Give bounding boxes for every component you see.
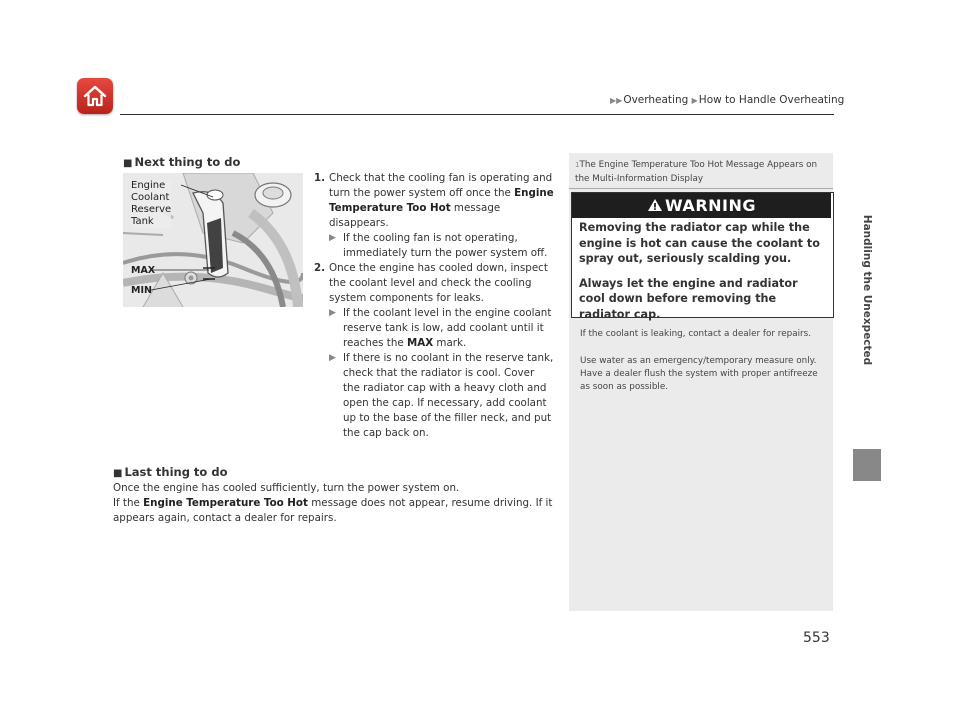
paragraph	[113, 496, 556, 526]
page-number: 553	[803, 630, 830, 646]
sidebar-note-water: Use water as an emergency/temporary measure only. Have a dealer flush the system with proper antifreeze as soon as possible.	[580, 356, 818, 392]
step-text: Once the engine has cooled down, inspect the coolant level and check the cooling system components for leaks.	[329, 262, 548, 304]
square-bullet-icon: ■	[123, 158, 133, 169]
step-1	[314, 171, 554, 261]
home-icon	[82, 83, 108, 109]
step-2-note-2	[329, 351, 554, 441]
section-2-body	[113, 481, 556, 526]
note-text: If the cooling fan is not operating, immediately turn the power system off.	[343, 232, 548, 259]
chapter-tab[interactable]	[853, 135, 881, 445]
warning-title: WARNING	[665, 196, 756, 215]
arrow-bullet-icon: ▶	[329, 233, 336, 243]
step-text: Check that the cooling fan is operating and turn the power system off once the	[329, 172, 553, 199]
warning-triangle-icon	[647, 198, 663, 212]
warning-paragraph: Always let the engine and radiator cool down before removing the radiator cap.	[579, 276, 798, 321]
paragraph-text: If the	[113, 497, 144, 509]
figure-label-tank	[131, 180, 171, 228]
reference-mark-icon: 1	[575, 161, 580, 169]
home-button[interactable]	[77, 78, 113, 114]
sidebar-heading-text: The Engine Temperature Too Hot Message Appears on the Multi-Information Display	[575, 160, 818, 184]
step-number: 1.	[314, 172, 326, 184]
header-rule	[120, 114, 834, 115]
breadcrumb-item[interactable]: Overheating	[623, 94, 689, 106]
figure-label-line: Tank	[131, 216, 154, 227]
sidebar-rule	[569, 188, 833, 189]
chevron-right-icon: ▶▶	[610, 96, 623, 105]
step-2	[314, 261, 554, 441]
warning-paragraph: Removing the radiator cap while the engine is hot can cause the coolant to spray out, seriously scalding you.	[579, 221, 820, 265]
paragraph-text-bold: Engine Temperature Too Hot	[143, 497, 308, 509]
step-number: 2.	[314, 262, 326, 274]
chapter-tab-marker	[853, 449, 881, 481]
section-heading-next	[123, 155, 240, 169]
figure-label-line: Reserve	[131, 204, 172, 215]
figure-label-min: MIN	[131, 285, 152, 296]
warning-text	[579, 220, 827, 322]
chapter-tab-label: Handling the Unexpected	[861, 214, 873, 366]
engine-bay-illustration	[123, 173, 303, 307]
sidebar-note-leak: If the coolant is leaking, contact a dealer for repairs.	[580, 329, 812, 339]
note-text-bold: MAX	[406, 337, 434, 349]
step-1-note	[329, 231, 554, 261]
figure-label-line: Engine	[131, 180, 166, 191]
step-text-bold: Engine Temperature Too Hot	[329, 187, 554, 214]
square-bullet-icon: ■	[113, 468, 123, 479]
note-text: mark.	[433, 337, 467, 349]
section-heading-text: Last thing to do	[124, 465, 228, 479]
breadcrumb	[610, 94, 844, 106]
sidebar-heading[interactable]	[575, 158, 829, 186]
warning-header	[572, 193, 831, 218]
chevron-right-icon: ▶	[691, 96, 698, 105]
paragraph: Once the engine has cooled sufficiently, turn the power system on.	[113, 482, 460, 494]
section-heading-text: Next thing to do	[134, 155, 241, 169]
arrow-bullet-icon: ▶	[329, 353, 336, 363]
figure-label-max: MAX	[131, 265, 156, 276]
procedure-steps	[314, 171, 554, 441]
arrow-bullet-icon: ▶	[329, 308, 336, 318]
note-text: If there is no coolant in the reserve tank, check that the radiator is cool. Cover the radiator cap with a heavy cloth and open the cap. If necessary, add coolant up to the base of the filler neck, and put the cap back on.	[343, 352, 554, 439]
step-text: message disappears.	[329, 202, 501, 229]
breadcrumb-item[interactable]: How to Handle Overheating	[698, 94, 845, 106]
figure-label-line: Coolant	[131, 192, 170, 203]
paragraph-text: message does not appear, resume driving. If it appears again, contact a dealer for repairs.	[113, 497, 553, 524]
step-2-note-1	[329, 306, 554, 351]
section-heading-last	[113, 465, 227, 479]
note-text: If the coolant level in the engine coolant reserve tank is low, add coolant until it reaches the	[343, 307, 552, 349]
